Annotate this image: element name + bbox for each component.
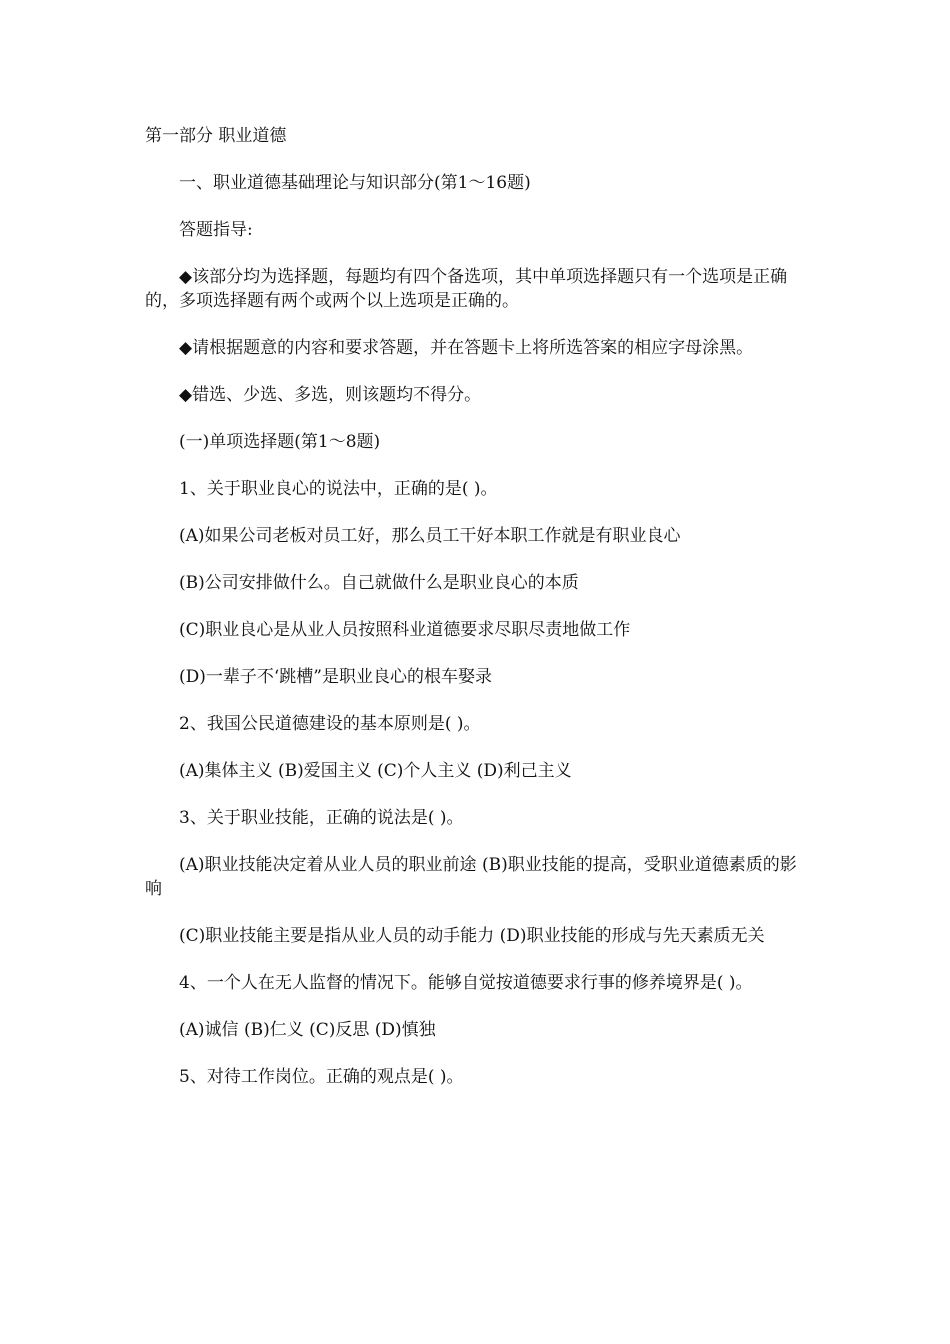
instruction-item: ◆该部分均为选择题，每题均有四个备选项，其中单项选择题只有一个选项是正确的，多项选择题有两个或两个以上选项是正确的。: [145, 267, 788, 311]
question: 2、我国公民道德建设的基本原则是( )。: [179, 714, 481, 734]
question: 3、关于职业技能，正确的说法是( )。: [179, 808, 464, 828]
answer-options: (A)诚信 (B)仁义 (C)反思 (D)慎独: [179, 1020, 436, 1040]
answer-option: (D)一辈子不‘跳槽”是职业良心的根车娶录: [179, 667, 492, 687]
answer-options: (A)职业技能决定着从业人员的职业前途 (B)职业技能的提高，受职业道德素质的影响: [145, 855, 797, 899]
answer-option: (B)公司安排做什么。自己就做什么是职业良心的本质: [179, 573, 579, 593]
instructions-heading: 答题指导:: [179, 220, 253, 240]
answer-options: (C)职业技能主要是指从业人员的动手能力 (D)职业技能的形成与先天素质无关: [179, 926, 765, 946]
instruction-item: ◆错选、少选、多选，则该题均不得分。: [179, 385, 482, 405]
answer-option: (A)如果公司老板对员工好，那么员工干好本职工作就是有职业良心: [179, 526, 681, 546]
subsection-heading: (一)单项选择题(第1～8题): [179, 432, 381, 452]
question: 1、关于职业良心的说法中，正确的是( )。: [179, 479, 498, 499]
question: 4、一个人在无人监督的情况下。能够自觉按道德要求行事的修养境界是( )。: [179, 973, 753, 993]
question: 5、对待工作岗位。正确的观点是( )。: [179, 1067, 464, 1087]
instruction-item: ◆请根据题意的内容和要求答题，并在答题卡上将所选答案的相应字母涂黑。: [179, 338, 754, 358]
part-heading: 一、职业道德基础理论与知识部分(第1～16题): [179, 173, 531, 193]
answer-option: (C)职业良心是从业人员按照科业道德要求尽职尽责地做工作: [179, 620, 631, 640]
document-body: [145, 124, 807, 1112]
answer-options: (A)集体主义 (B)爱国主义 (C)个人主义 (D)利己主义: [179, 761, 572, 781]
section-title: 第一部分 职业道德: [145, 126, 287, 146]
